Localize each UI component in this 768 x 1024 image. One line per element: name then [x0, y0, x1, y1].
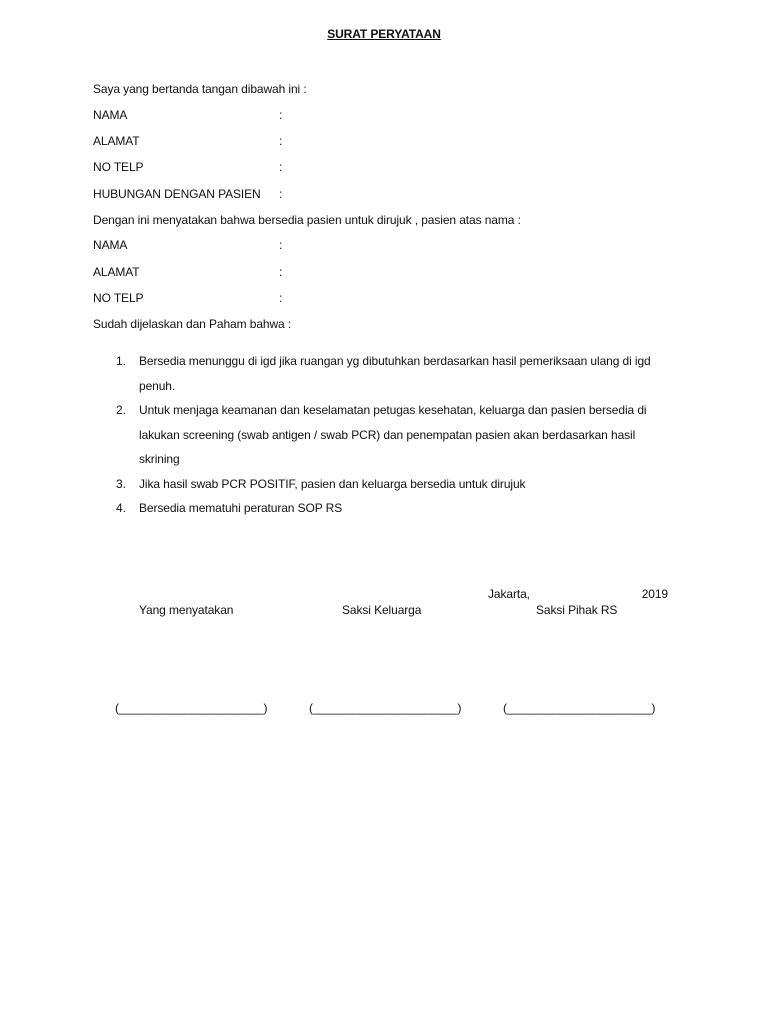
signature-role-hospital-witness: Saksi Pihak RS: [536, 603, 618, 617]
field-separator: :: [279, 265, 283, 279]
declarant-phone-field: [93, 160, 282, 174]
list-item-text: Bersedia mematuhi peraturan SOP RS: [139, 501, 343, 515]
field-label: NO TELP: [93, 291, 144, 305]
signature-line-hospital-witness: (______________________): [503, 701, 656, 715]
place-date: [488, 587, 668, 601]
document-title: SURAT PERYATAAN: [327, 27, 441, 41]
place-text: Jakarta,: [488, 587, 530, 601]
list-item: [116, 472, 676, 497]
declarant-relation-field: [93, 187, 282, 201]
list-item-number: 3.: [116, 476, 126, 491]
field-label: NAMA: [93, 238, 128, 252]
list-item-number: 2.: [116, 403, 126, 417]
declarant-name-field: [93, 108, 282, 122]
field-label: ALAMAT: [93, 134, 140, 148]
list-item-number: 1.: [116, 354, 126, 368]
signature-role-family-witness: Saksi Keluarga: [342, 603, 422, 617]
field-label: NAMA: [93, 108, 128, 122]
statement-text: Dengan ini menyatakan bahwa bersedia pasien untuk dirujuk , pasien atas nama :: [93, 213, 521, 227]
field-separator: :: [279, 291, 283, 305]
intro-text: Saya yang bertanda tangan dibawah ini :: [93, 82, 307, 96]
field-separator: :: [279, 134, 283, 148]
signature-role-declarant: Yang menyatakan: [139, 603, 234, 617]
patient-phone-field: [93, 291, 282, 305]
list-item-number: 4.: [116, 501, 126, 515]
field-label: NO TELP: [93, 160, 144, 174]
list-item: [116, 349, 676, 398]
field-separator: :: [279, 187, 283, 201]
field-separator: :: [279, 238, 283, 252]
field-separator: :: [279, 108, 283, 122]
signature-line-family-witness: (______________________): [309, 701, 462, 715]
list-item-text: Untuk menjaga keamanan dan keselamatan petugas kesehatan, keluarga dan pasien bersedia di lakukan screening (swab antigen / swab PCR) dan penempatan pasien akan berdasarkan hasil skrining: [139, 403, 647, 466]
list-item: [116, 398, 676, 472]
patient-name-field: [93, 238, 282, 252]
field-label: HUBUNGAN DENGAN PASIEN: [93, 187, 261, 201]
signature-line-declarant: (______________________): [115, 701, 268, 715]
field-label: ALAMAT: [93, 265, 140, 279]
field-separator: :: [279, 160, 283, 174]
patient-address-field: [93, 265, 282, 279]
list-item: [116, 496, 676, 521]
numbered-list: [116, 349, 676, 521]
explained-text: Sudah dijelaskan dan Paham bahwa :: [93, 317, 292, 331]
year-text: 2019: [641, 587, 668, 601]
list-item-text: Jika hasil swab PCR POSITIF, pasien dan keluarga bersedia untuk dirujuk: [139, 476, 526, 491]
declarant-address-field: [93, 134, 282, 148]
list-item-text: Bersedia menunggu di igd jika ruangan yg dibutuhkan berdasarkan hasil pemeriksaan ulang di igd penuh.: [139, 354, 651, 393]
